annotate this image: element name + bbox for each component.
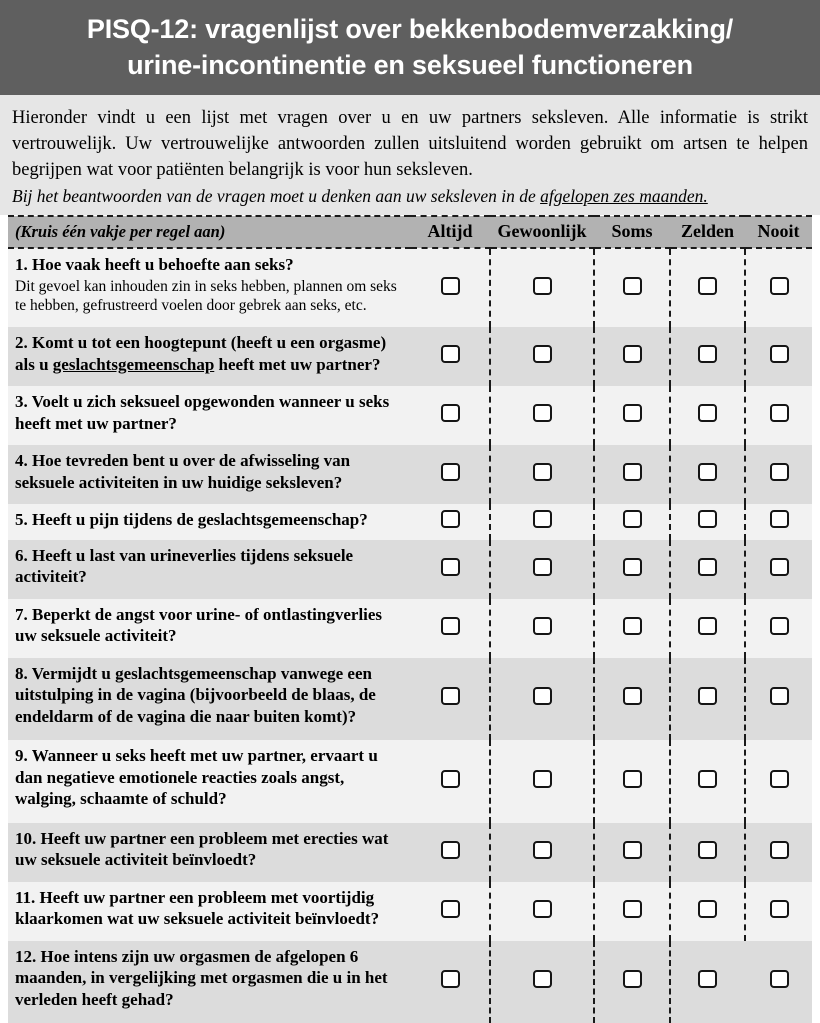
answer-cell-6-nooit[interactable] xyxy=(745,540,812,599)
answer-cell-10-zelden[interactable] xyxy=(670,823,745,882)
table-row xyxy=(8,540,812,599)
table-body xyxy=(8,248,812,1023)
answer-cell-11-nooit[interactable] xyxy=(745,882,812,941)
answer-cell-8-soms[interactable] xyxy=(594,658,670,740)
question-main-2-pre: 2. Komt u tot een hoogtepunt (heeft u een orgasme) als u xyxy=(15,333,387,374)
checkbox-icon[interactable] xyxy=(698,770,717,788)
answer-cell-5-altijd[interactable] xyxy=(410,504,490,540)
checkbox-icon[interactable] xyxy=(623,687,642,705)
page-title xyxy=(0,0,820,95)
column-header-zelden: Zelden xyxy=(670,216,745,248)
intro-paragraph: Hieronder vindt u een lijst met vragen over u en uw partners seksleven. Alle informatie is strikt vertrouwelijk. Uw vertrouwelijke antwoorden zullen uitsluitend worden gebruikt om artsen te helpen begrijpen wat voor patiënten belangrijk is voor hun seksleven. xyxy=(12,108,808,180)
column-header-nooit: Nooit xyxy=(745,216,812,248)
question-text-8 xyxy=(8,658,410,740)
table-row xyxy=(8,327,812,386)
question-text-1 xyxy=(8,248,410,327)
answer-cell-12-soms[interactable] xyxy=(594,941,670,1023)
answer-cell-8-zelden[interactable] xyxy=(670,658,745,740)
answer-cell-3-zelden[interactable] xyxy=(670,386,745,445)
question-main-1: 1. Hoe vaak heeft u behoefte aan seks? xyxy=(15,255,294,274)
checkbox-icon[interactable] xyxy=(533,617,552,635)
question-text-2 xyxy=(8,327,410,386)
checkbox-icon[interactable] xyxy=(698,345,717,363)
table-row xyxy=(8,504,812,540)
table-row xyxy=(8,882,812,941)
checkbox-icon[interactable] xyxy=(770,770,789,788)
question-main-5: 5. Heeft u pijn tijdens de geslachtsgemeenschap? xyxy=(15,510,368,530)
table-row xyxy=(8,740,812,822)
question-text-10 xyxy=(8,823,410,882)
question-text-9 xyxy=(8,740,410,822)
checkbox-icon[interactable] xyxy=(441,345,460,363)
question-main-2-post: heeft met uw partner? xyxy=(214,354,381,374)
checkbox-icon[interactable] xyxy=(441,900,460,918)
answer-cell-4-gewoonlijk[interactable] xyxy=(490,445,594,504)
checkbox-icon[interactable] xyxy=(698,687,717,705)
answer-cell-10-gewoonlijk[interactable] xyxy=(490,823,594,882)
answer-cell-1-soms[interactable] xyxy=(594,248,670,327)
question-text-11 xyxy=(8,882,410,941)
question-main-8: 8. Vermijdt u geslachtsgemeenschap vanwege een uitstulping in de vagina (bijvoorbeeld de blaas, de endeldarm of de vagina die naar buiten komt)? xyxy=(15,663,376,726)
answer-cell-11-soms[interactable] xyxy=(594,882,670,941)
answer-cell-8-altijd[interactable] xyxy=(410,658,490,740)
answer-cell-7-soms[interactable] xyxy=(594,599,670,658)
checkbox-icon[interactable] xyxy=(698,404,717,422)
checkbox-icon[interactable] xyxy=(770,617,789,635)
checkbox-icon[interactable] xyxy=(623,277,642,295)
checkbox-icon[interactable] xyxy=(770,404,789,422)
checkbox-icon[interactable] xyxy=(623,463,642,481)
question-text-5 xyxy=(8,504,410,540)
answer-cell-10-altijd[interactable] xyxy=(410,823,490,882)
question-main-2-underlined: geslachtsgemeenschap xyxy=(52,354,215,374)
intro-block xyxy=(0,95,820,215)
table-row xyxy=(8,599,812,658)
checkbox-icon[interactable] xyxy=(441,617,460,635)
answer-cell-12-nooit[interactable] xyxy=(745,941,812,1023)
question-main-11: 11. Heeft uw partner een probleem met voortijdig klaarkomen wat uw seksuele activiteit beïnvloedt? xyxy=(15,887,380,929)
checkbox-icon[interactable] xyxy=(623,617,642,635)
checkbox-icon[interactable] xyxy=(698,900,717,918)
answer-cell-1-zelden[interactable] xyxy=(670,248,745,327)
checkbox-icon[interactable] xyxy=(698,970,717,988)
checkbox-icon[interactable] xyxy=(533,404,552,422)
answer-cell-10-nooit[interactable] xyxy=(745,823,812,882)
checkbox-icon[interactable] xyxy=(441,510,460,528)
checkbox-icon[interactable] xyxy=(441,277,460,295)
checkbox-icon[interactable] xyxy=(533,687,552,705)
checkbox-icon[interactable] xyxy=(770,687,789,705)
checkbox-icon[interactable] xyxy=(698,617,717,635)
checkbox-icon[interactable] xyxy=(441,558,460,576)
checkbox-icon[interactable] xyxy=(623,970,642,988)
answer-cell-5-gewoonlijk[interactable] xyxy=(490,504,594,540)
answer-cell-2-gewoonlijk[interactable] xyxy=(490,327,594,386)
checkbox-icon[interactable] xyxy=(533,841,552,859)
checkbox-icon[interactable] xyxy=(441,970,460,988)
answer-cell-2-altijd[interactable] xyxy=(410,327,490,386)
checkbox-icon[interactable] xyxy=(698,463,717,481)
question-text-4 xyxy=(8,445,410,504)
checkbox-icon[interactable] xyxy=(770,841,789,859)
checkbox-icon[interactable] xyxy=(441,463,460,481)
checkbox-icon[interactable] xyxy=(623,510,642,528)
checkbox-icon[interactable] xyxy=(533,510,552,528)
checkbox-icon[interactable] xyxy=(441,404,460,422)
answer-cell-5-zelden[interactable] xyxy=(670,504,745,540)
intro-note-underlined: afgelopen zes maanden. xyxy=(540,186,708,206)
answer-cell-7-nooit[interactable] xyxy=(745,599,812,658)
checkbox-icon[interactable] xyxy=(770,970,789,988)
answer-cell-9-soms[interactable] xyxy=(594,740,670,822)
question-sub-1: Dit gevoel kan inhouden zin in seks hebben, plannen om seks te hebben, gefrustreerd voelen door gebrek aan seks, etc. xyxy=(15,277,397,314)
checkbox-icon[interactable] xyxy=(623,900,642,918)
answer-cell-5-soms[interactable] xyxy=(594,504,670,540)
intro-note xyxy=(12,184,808,209)
table-row xyxy=(8,658,812,740)
checkbox-icon[interactable] xyxy=(698,510,717,528)
answer-cell-3-nooit[interactable] xyxy=(745,386,812,445)
answer-cell-3-gewoonlijk[interactable] xyxy=(490,386,594,445)
checkbox-icon[interactable] xyxy=(698,277,717,295)
answer-cell-4-altijd[interactable] xyxy=(410,445,490,504)
checkbox-icon[interactable] xyxy=(623,404,642,422)
question-main-7: 7. Beperkt de angst voor urine- of ontlastingverlies uw seksuele activiteit? xyxy=(15,604,383,646)
column-header-altijd: Altijd xyxy=(410,216,490,248)
title-line-2: urine-incontinentie en seksueel functioneren xyxy=(127,50,693,80)
answer-cell-6-soms[interactable] xyxy=(594,540,670,599)
question-main-12: 12. Hoe intens zijn uw orgasmen de afgelopen 6 maanden, in vergelijking met orgasmen die u in het verleden heeft gehad? xyxy=(15,946,388,1009)
table-row xyxy=(8,823,812,882)
checkbox-icon[interactable] xyxy=(770,510,789,528)
column-header-soms: Soms xyxy=(594,216,670,248)
answer-cell-1-altijd[interactable] xyxy=(410,248,490,327)
answer-cell-7-gewoonlijk[interactable] xyxy=(490,599,594,658)
answer-cell-11-gewoonlijk[interactable] xyxy=(490,882,594,941)
intro-note-prefix: Bij het beantwoorden van de vragen moet u denken aan uw seksleven in de xyxy=(12,186,541,206)
checkbox-icon[interactable] xyxy=(770,345,789,363)
checkbox-icon[interactable] xyxy=(770,558,789,576)
question-text-3 xyxy=(8,386,410,445)
answer-cell-10-soms[interactable] xyxy=(594,823,670,882)
question-main-9: 9. Wanneer u seks heeft met uw partner, ervaart u dan negatieve emotionele reacties zoals angst, walging, schaamte of schuld? xyxy=(15,746,378,809)
table-header-row xyxy=(8,216,812,248)
question-text-12 xyxy=(8,941,410,1023)
answer-cell-12-altijd[interactable] xyxy=(410,941,490,1023)
table-row xyxy=(8,386,812,445)
checkbox-icon[interactable] xyxy=(770,463,789,481)
table-row xyxy=(8,248,812,327)
answer-cell-11-zelden[interactable] xyxy=(670,882,745,941)
checkbox-icon[interactable] xyxy=(533,770,552,788)
answer-cell-2-zelden[interactable] xyxy=(670,327,745,386)
question-main-2 xyxy=(15,332,401,375)
checkbox-icon[interactable] xyxy=(441,841,460,859)
checkbox-icon[interactable] xyxy=(770,277,789,295)
checkbox-icon[interactable] xyxy=(441,770,460,788)
table-row xyxy=(8,941,812,1023)
column-header-gewoonlijk: Gewoonlijk xyxy=(490,216,594,248)
question-text-6 xyxy=(8,540,410,599)
table-row xyxy=(8,445,812,504)
answer-cell-8-gewoonlijk[interactable] xyxy=(490,658,594,740)
answer-cell-9-altijd[interactable] xyxy=(410,740,490,822)
answer-cell-4-soms[interactable] xyxy=(594,445,670,504)
answer-cell-12-zelden[interactable] xyxy=(670,941,745,1023)
answer-cell-9-gewoonlijk[interactable] xyxy=(490,740,594,822)
answer-cell-4-nooit[interactable] xyxy=(745,445,812,504)
answer-cell-7-altijd[interactable] xyxy=(410,599,490,658)
checkbox-icon[interactable] xyxy=(623,345,642,363)
answer-cell-6-altijd[interactable] xyxy=(410,540,490,599)
checkbox-icon[interactable] xyxy=(533,558,552,576)
table-header xyxy=(8,216,812,248)
answer-cell-11-altijd[interactable] xyxy=(410,882,490,941)
questions-table xyxy=(8,215,812,1023)
question-main-6: 6. Heeft u last van urineverlies tijdens seksuele activiteit? xyxy=(15,545,354,587)
answer-cell-3-altijd[interactable] xyxy=(410,386,490,445)
checkbox-icon[interactable] xyxy=(770,900,789,918)
answer-cell-4-zelden[interactable] xyxy=(670,445,745,504)
checkbox-icon[interactable] xyxy=(441,687,460,705)
checkbox-icon[interactable] xyxy=(533,900,552,918)
checkbox-icon[interactable] xyxy=(698,558,717,576)
answer-cell-1-nooit[interactable] xyxy=(745,248,812,327)
answer-cell-9-zelden[interactable] xyxy=(670,740,745,822)
question-main-4: 4. Hoe tevreden bent u over de afwisseling van seksuele activiteiten in uw huidige seksleven? xyxy=(15,451,351,492)
question-text-7 xyxy=(8,599,410,658)
checkbox-icon[interactable] xyxy=(623,558,642,576)
checkbox-icon[interactable] xyxy=(698,841,717,859)
answer-cell-8-nooit[interactable] xyxy=(745,658,812,740)
checkbox-icon[interactable] xyxy=(623,770,642,788)
title-line-1: PISQ-12: vragenlijst over bekkenbodemverzakking/ xyxy=(86,14,734,44)
answer-cell-5-nooit[interactable] xyxy=(745,504,812,540)
answer-cell-7-zelden[interactable] xyxy=(670,599,745,658)
question-main-10: 10. Heeft uw partner een probleem met erecties wat uw seksuele activiteit beïnvloedt? xyxy=(15,828,389,870)
answer-cell-2-nooit[interactable] xyxy=(745,327,812,386)
answer-cell-3-soms[interactable] xyxy=(594,386,670,445)
checkbox-icon[interactable] xyxy=(623,841,642,859)
answer-cell-6-gewoonlijk[interactable] xyxy=(490,540,594,599)
answer-cell-6-zelden[interactable] xyxy=(670,540,745,599)
questions-table-wrap xyxy=(0,215,820,1023)
answer-cell-2-soms[interactable] xyxy=(594,327,670,386)
checkbox-icon[interactable] xyxy=(533,463,552,481)
checkbox-icon[interactable] xyxy=(533,970,552,988)
answer-cell-9-nooit[interactable] xyxy=(745,740,812,822)
answer-cell-1-gewoonlijk[interactable] xyxy=(490,248,594,327)
question-main-3: 3. Voelt u zich seksueel opgewonden wanneer u seks heeft met uw partner? xyxy=(15,392,390,433)
answer-cell-12-gewoonlijk[interactable] xyxy=(490,941,594,1023)
instruction-header: (Kruis één vakje per regel aan) xyxy=(8,216,410,248)
checkbox-icon[interactable] xyxy=(533,345,552,363)
checkbox-icon[interactable] xyxy=(533,277,552,295)
